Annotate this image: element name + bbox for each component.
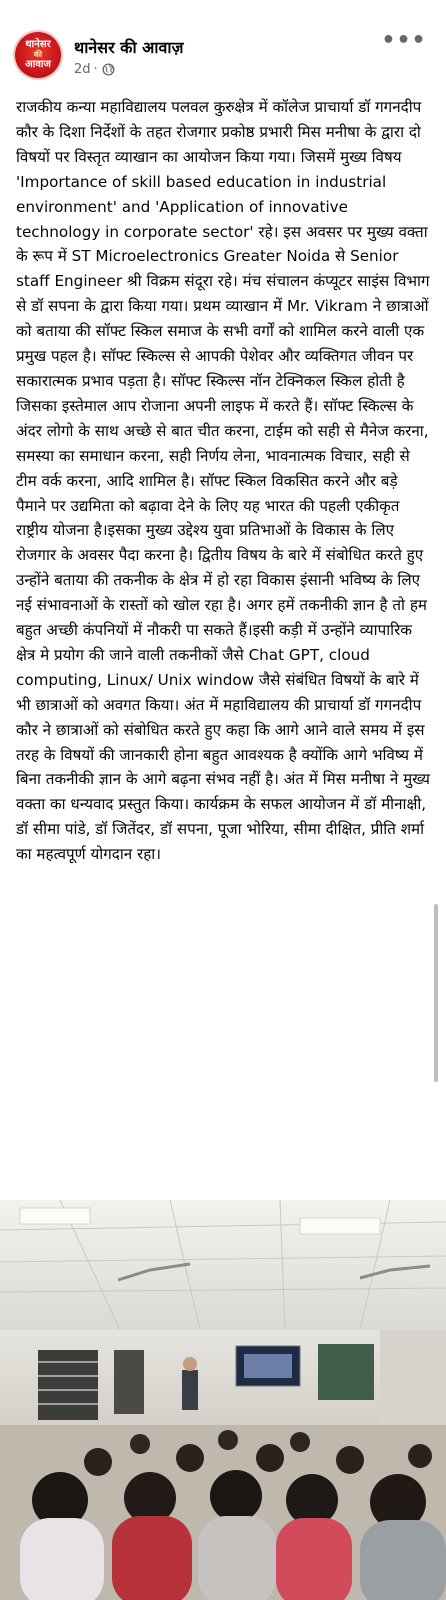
post-text (16, 95, 430, 867)
post-meta (74, 62, 115, 77)
post-header (0, 0, 446, 94)
avatar-logo-line-2: की (33, 50, 43, 59)
post-timestamp[interactable]: 2d (74, 62, 91, 77)
more-options-button[interactable] (381, 27, 427, 53)
more-horizontal-icon: ••• (381, 27, 427, 53)
page-avatar[interactable] (15, 32, 61, 78)
avatar-logo-line-1: थानेसर (25, 39, 51, 50)
meta-separator: · (93, 62, 98, 77)
avatar-logo-line-3: आवाज (25, 59, 51, 70)
post-text-content: राजकीय कन्या महाविद्यालय पलवल कुरुक्षेत्र में कॉलेज प्राचार्या डॉ गगनदीप कौर के दिशा निर्देशों के तहत रोजगार प्रकोष्ठ प्रभारी मिस मनीषा के द्वारा दो विषयों पर विस्तृत व्याखान का आयोजन किया गया। जिसमें मुख्य विषय 'Importance of skill based education in industrial environment' and 'Application of innovative technology in corporate sector' रहे। इस अवसर पर मुख्य वक्ता के रूप में ST Microelectronics Greater Noida से Senior staff Engineer श्री विक्रम संदूरा रहे। मंच संचालन कंप्यूटर साइंस विभाग से डॉ सपना के द्वारा किया गया। प्रथम व्याखान में Mr. Vikram ने छात्राओं को बताया की सॉफ्ट स्किल समाज के सभी वर्गों को शामिल करने वाली एक प्रमुख पहल है। सॉफ्ट स्किल्स से आपकी पेशेवर और व्यक्तिगत जीवन पर सकारात्मक प्रभाव पड़ता है। सॉफ्ट स्किल्स नॉन टेक्निकल स्किल होती है जिसका इस्तेमाल आप रोजाना अपनी लाइफ में करते हैं। सॉफ्ट स्किल्स के अंदर लोगो के साथ अच्छे से बात चीत करना, टाईम को सही से मैनेज करना, समस्या का समाधान करना, सही निर्णय लेना, भावनात्मक विचार, सही से टीम वर्क करना, आदि शामिल है। सॉफ्ट स्किल विकसित करने और बड़े पैमाने पर उद्यमिता को बढ़ावा देने के लिए यह भारत की पहली एकीकृत राष्ट्रीय योजना है।इसका मुख्य उद्देश्य युवा प्रतिभाओं के विकास के लिए रोजगार के अवसर पैदा करना है। द्वितीय विषय के बारे में संबोधित करते हुए उन्होंने बताया की तकनीक के क्षेत्र में हो रहा विकास इंसानी भविष्य के लिए नई संभावनाओं के रास्तों को खोल रहा है। अगर हमें तकनीकी ज्ञान है तो हम बहुत अच्छी कंपनियों में नौकरी पा सकते हैं।इसी कड़ी में उन्होंने व्यापारिक क्षेत्र मे प्रयोग की जाने वाली तकनीकों जैसे Chat GPT, cloud computing, Linux/ Unix window जैसे संबंधित विषयों के बारे में भी छात्राओं को अवगत किया। अंत में महाविद्यालय की प्राचार्या डॉ गगनदीप कौर ने छात्राओं को संबोधित करते हुए कहा कि आगे आने वाले समय में इस तरह के विषयों की जानकारी होना बहुत आवश्यक है क्योंकि आगे भविष्य में बिना तकनीकी ज्ञान के आगे बढ़ना संभव नहीं है। अंत में मिस मनीषा ने मुख्य वक्ता का धन्यवाद प्रस्तुत किया। कार्यक्रम के सफल आयोजन में डॉ मीनाक्षी, डॉ सीमा पांडे, डॉ जितेंदर, डॉ सपना, पूजा भोरिया, सीमा दीक्षित, प्रीति शर्मा का महत्वपूर्ण योगदान रहा। (16, 98, 430, 864)
scrollbar-thumb[interactable] (434, 904, 438, 1082)
post-photo[interactable] (0, 1200, 446, 1600)
page-name-link[interactable]: थानेसर की आवाज़ (74, 38, 184, 57)
globe-icon[interactable] (102, 63, 115, 76)
photo-classroom-scene (0, 1200, 446, 1600)
